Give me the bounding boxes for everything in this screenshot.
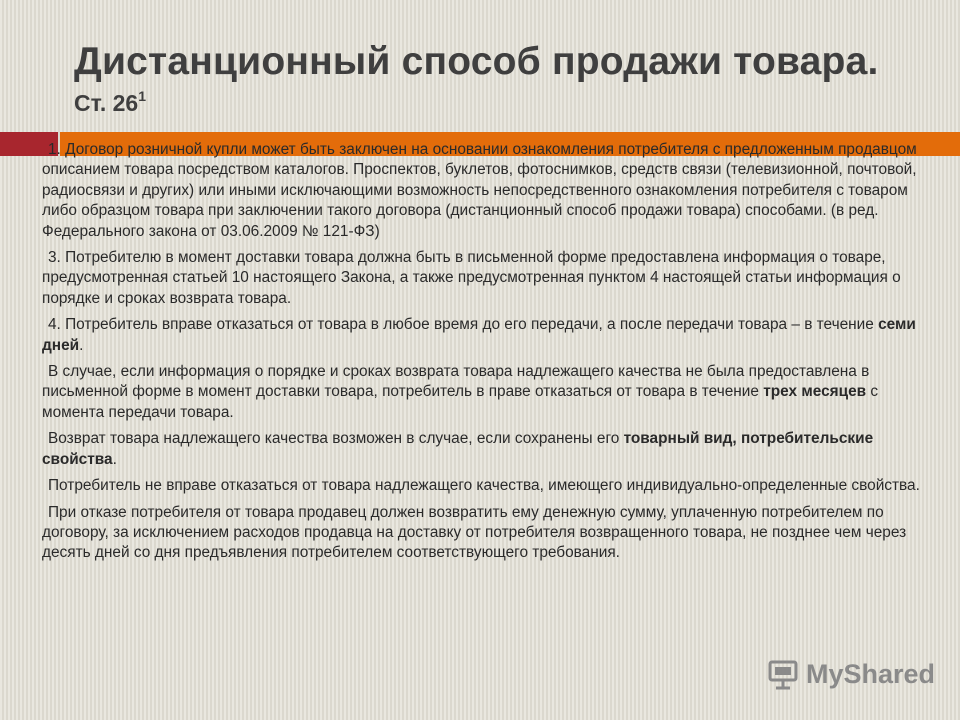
paragraph-4-end: . <box>79 336 84 354</box>
subtitle-text: Ст. 26 <box>74 90 139 116</box>
paragraph-8 <box>42 503 937 564</box>
paragraph-7 <box>42 476 937 496</box>
paragraph-6 <box>42 429 937 470</box>
paragraph-6-end: . <box>112 450 117 468</box>
subtitle-superscript: 1 <box>138 88 147 104</box>
paragraph-4-text: 4. Потребитель вправе отказаться от товара в любое время до его передачи, а после передачи товара – в течение <box>48 316 879 334</box>
slide-subtitle <box>74 90 146 117</box>
paragraph-3-text: 3. Потребителю в момент доставки товара должна быть в письменной форме предоставлена информация о товаре, предусмотренная статьей 10 настоящего Закона, а также предусмотренная пунктом 4 настоящей статьи информация о порядке и сроках возврата товара. <box>42 249 901 307</box>
slide-title: Дистанционный способ продажи товара. <box>74 40 879 83</box>
paragraph-5-text: В случае, если информация о порядке и сроках возврата товара надлежащего качества не была предоставлена в письменной форме в момент доставки товара, потребитель в праве отказаться от товара в течение <box>42 363 870 401</box>
paragraph-1 <box>42 140 937 242</box>
presentation-board-icon <box>766 657 800 691</box>
paragraph-8-text: При отказе потребителя от товара продавец должен возвратить ему денежную сумму, уплаченную потребителем по договору, за исключением расходов продавца на доставку от потребителя возвращенного товара, не позднее чем через десять дней со дня предъявления потребителем соответствующего требования. <box>42 503 907 562</box>
slide-body <box>42 140 937 570</box>
paragraph-6-bold: товарный вид, потребительские свойства <box>42 430 874 468</box>
paragraph-4-bold: семи дней <box>42 316 916 354</box>
paragraph-3 <box>42 248 937 309</box>
paragraph-6-text: Возврат товара надлежащего качества возможен в случае, если сохранены его <box>48 430 624 448</box>
paragraph-5 <box>42 362 937 423</box>
paragraph-1-text: 1. Договор розничной купли может быть заключен на основании ознакомления потребителя с предложенным продавцом описанием товара посредством каталогов. Проспектов, буклетов, фотоснимков, средств связи (телевизионной, почтовой, радиосвязи и других) или иными исключающими возможность непосредственного ознакомления потребителя с товаром либо образцом товара при заключении такого договора (дистанционный способ продажи товара) способами. (в ред. Федерального закона от 03.06.2009 № 121-ФЗ) <box>42 141 917 240</box>
watermark <box>766 657 935 691</box>
paragraph-5-bold: трех месяцев <box>763 383 867 401</box>
paragraph-7-text: Потребитель не вправе отказаться от товара надлежащего качества, имеющего индивидуально-определенные свойства. <box>48 477 920 495</box>
paragraph-4 <box>42 315 937 356</box>
paragraph-5-end: с момента передачи товара. <box>42 383 879 421</box>
watermark-text: MyShared <box>806 658 936 689</box>
